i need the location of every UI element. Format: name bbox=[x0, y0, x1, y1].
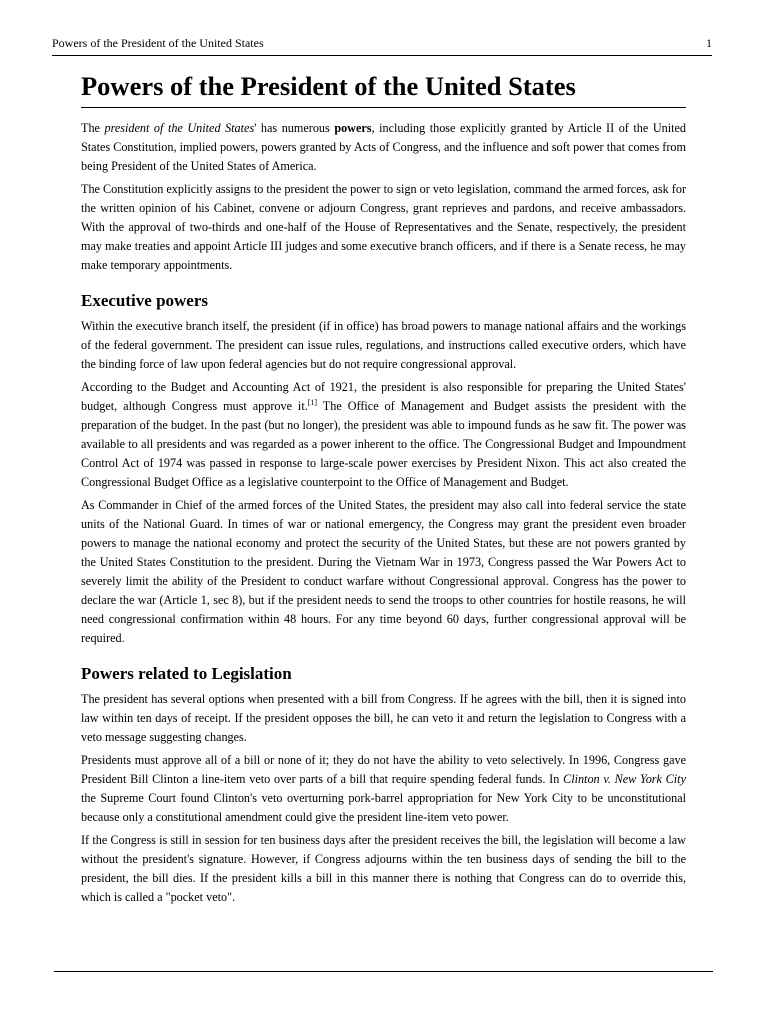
executive-paragraph-2: According to the Budget and Accounting Act of 1921, the president is also responsible for preparing the United States' budget, although Congress must approve it.[1] The Office of Management and Budget assists the president with the preparation of the budget. In the past (but no longer), the president was able to impound funds as he saw fit. The power was available to all presidents and was regarded as a power inherent to the office. The Congressional Budget and Impoundment Control Act of 1974 was passed in response to large-scale power exercises by President Nixon. This act also created the Congressional Budget Office as a legislative counterpoint to the Office of Management and Budget. bbox=[81, 380, 686, 489]
running-header bbox=[52, 36, 712, 56]
footer-rule bbox=[54, 971, 713, 972]
section-heading-legislation: Powers related to Legislation bbox=[81, 664, 292, 683]
running-title: Powers of the President of the United States bbox=[52, 36, 264, 50]
intro-paragraph-1: The president of the United States' has numerous powers, including those explicitly granted by Article II of the United States Constitution, implied powers, powers granted by Acts of Congress, and the influence and soft power that comes from being President of the United States of America. bbox=[81, 121, 686, 173]
page-title: Powers of the President of the United States bbox=[81, 70, 686, 108]
case-name: Clinton v. New York City bbox=[563, 772, 686, 786]
executive-paragraph-1: Within the executive branch itself, the president (if in office) has broad powers to manage national affairs and the workings of the federal government. The president can issue rules, regulations, and instructions called executive orders, which have the binding force of law upon federal agencies but do not require congressional approval. bbox=[81, 319, 686, 371]
intro-paragraph-2: The Constitution explicitly assigns to the president the power to sign or veto legislation, command the armed forces, ask for the written opinion of his Cabinet, convene or adjourn Congress, grant reprieves and pardons, and receive ambassadors. With the approval of two-thirds and one-half of the House of Representatives and the Senate, respectively, the president may make treaties and appoint Article III judges and some executive branch officers, and if there is a Senate recess, he may make temporary appointments. bbox=[81, 182, 686, 272]
page-number: 1 bbox=[706, 36, 712, 50]
executive-paragraph-3: As Commander in Chief of the armed forces of the United States, the president may also call into federal service the state units of the National Guard. In times of war or national emergency, the Congress may grant the president even broader powers to manage the national economy and protect the security of the United States, but these are not powers granted by the United States Constitution to the president. During the Vietnam War in 1973, Congress passed the War Powers Act to severely limit the ability of the President to conduct warfare without Congressional approval. Congress has the power to declare the war (Article 1, sec 8), but if the president needs to send the troops to other countries for hostile reasons, he will need congressional confirmation within 48 hours. For any time beyond 60 days, further congressional approval will be required. bbox=[81, 498, 686, 645]
powers-term: powers bbox=[334, 121, 372, 135]
legislation-paragraph-2: Presidents must approve all of a bill or none of it; they do not have the ability to veto selectively. In 1996, Congress gave President Bill Clinton a line-item veto over parts of a bill that require spending federal funds. In Clinton v. New York City the Supreme Court found Clinton's veto overturning pork-barrel appropriation for New York City to be unconstitutional because only a constitutional amendment could give the president line-item veto power. bbox=[81, 753, 686, 824]
president-term: president of the United States bbox=[104, 121, 255, 135]
reference-link[interactable]: [1] bbox=[307, 398, 318, 407]
legislation-paragraph-1: The president has several options when presented with a bill from Congress. If he agrees with the bill, then it is signed into law within ten days of receipt. If the president opposes the bill, he can veto it and return the legislation to Congress with a veto message suggesting changes. bbox=[81, 692, 686, 744]
article-body bbox=[81, 70, 686, 911]
section-heading-executive-powers: Executive powers bbox=[81, 291, 209, 310]
legislation-paragraph-3: If the Congress is still in session for ten business days after the president receives the bill, the legislation will become a law without the president's signature. However, if Congress adjourns within the ten business days of sending the bill to the president, the bill dies. If the president kills a bill in this manner there is nothing that Congress can do to override this, which is called a "pocket veto". bbox=[81, 833, 686, 904]
